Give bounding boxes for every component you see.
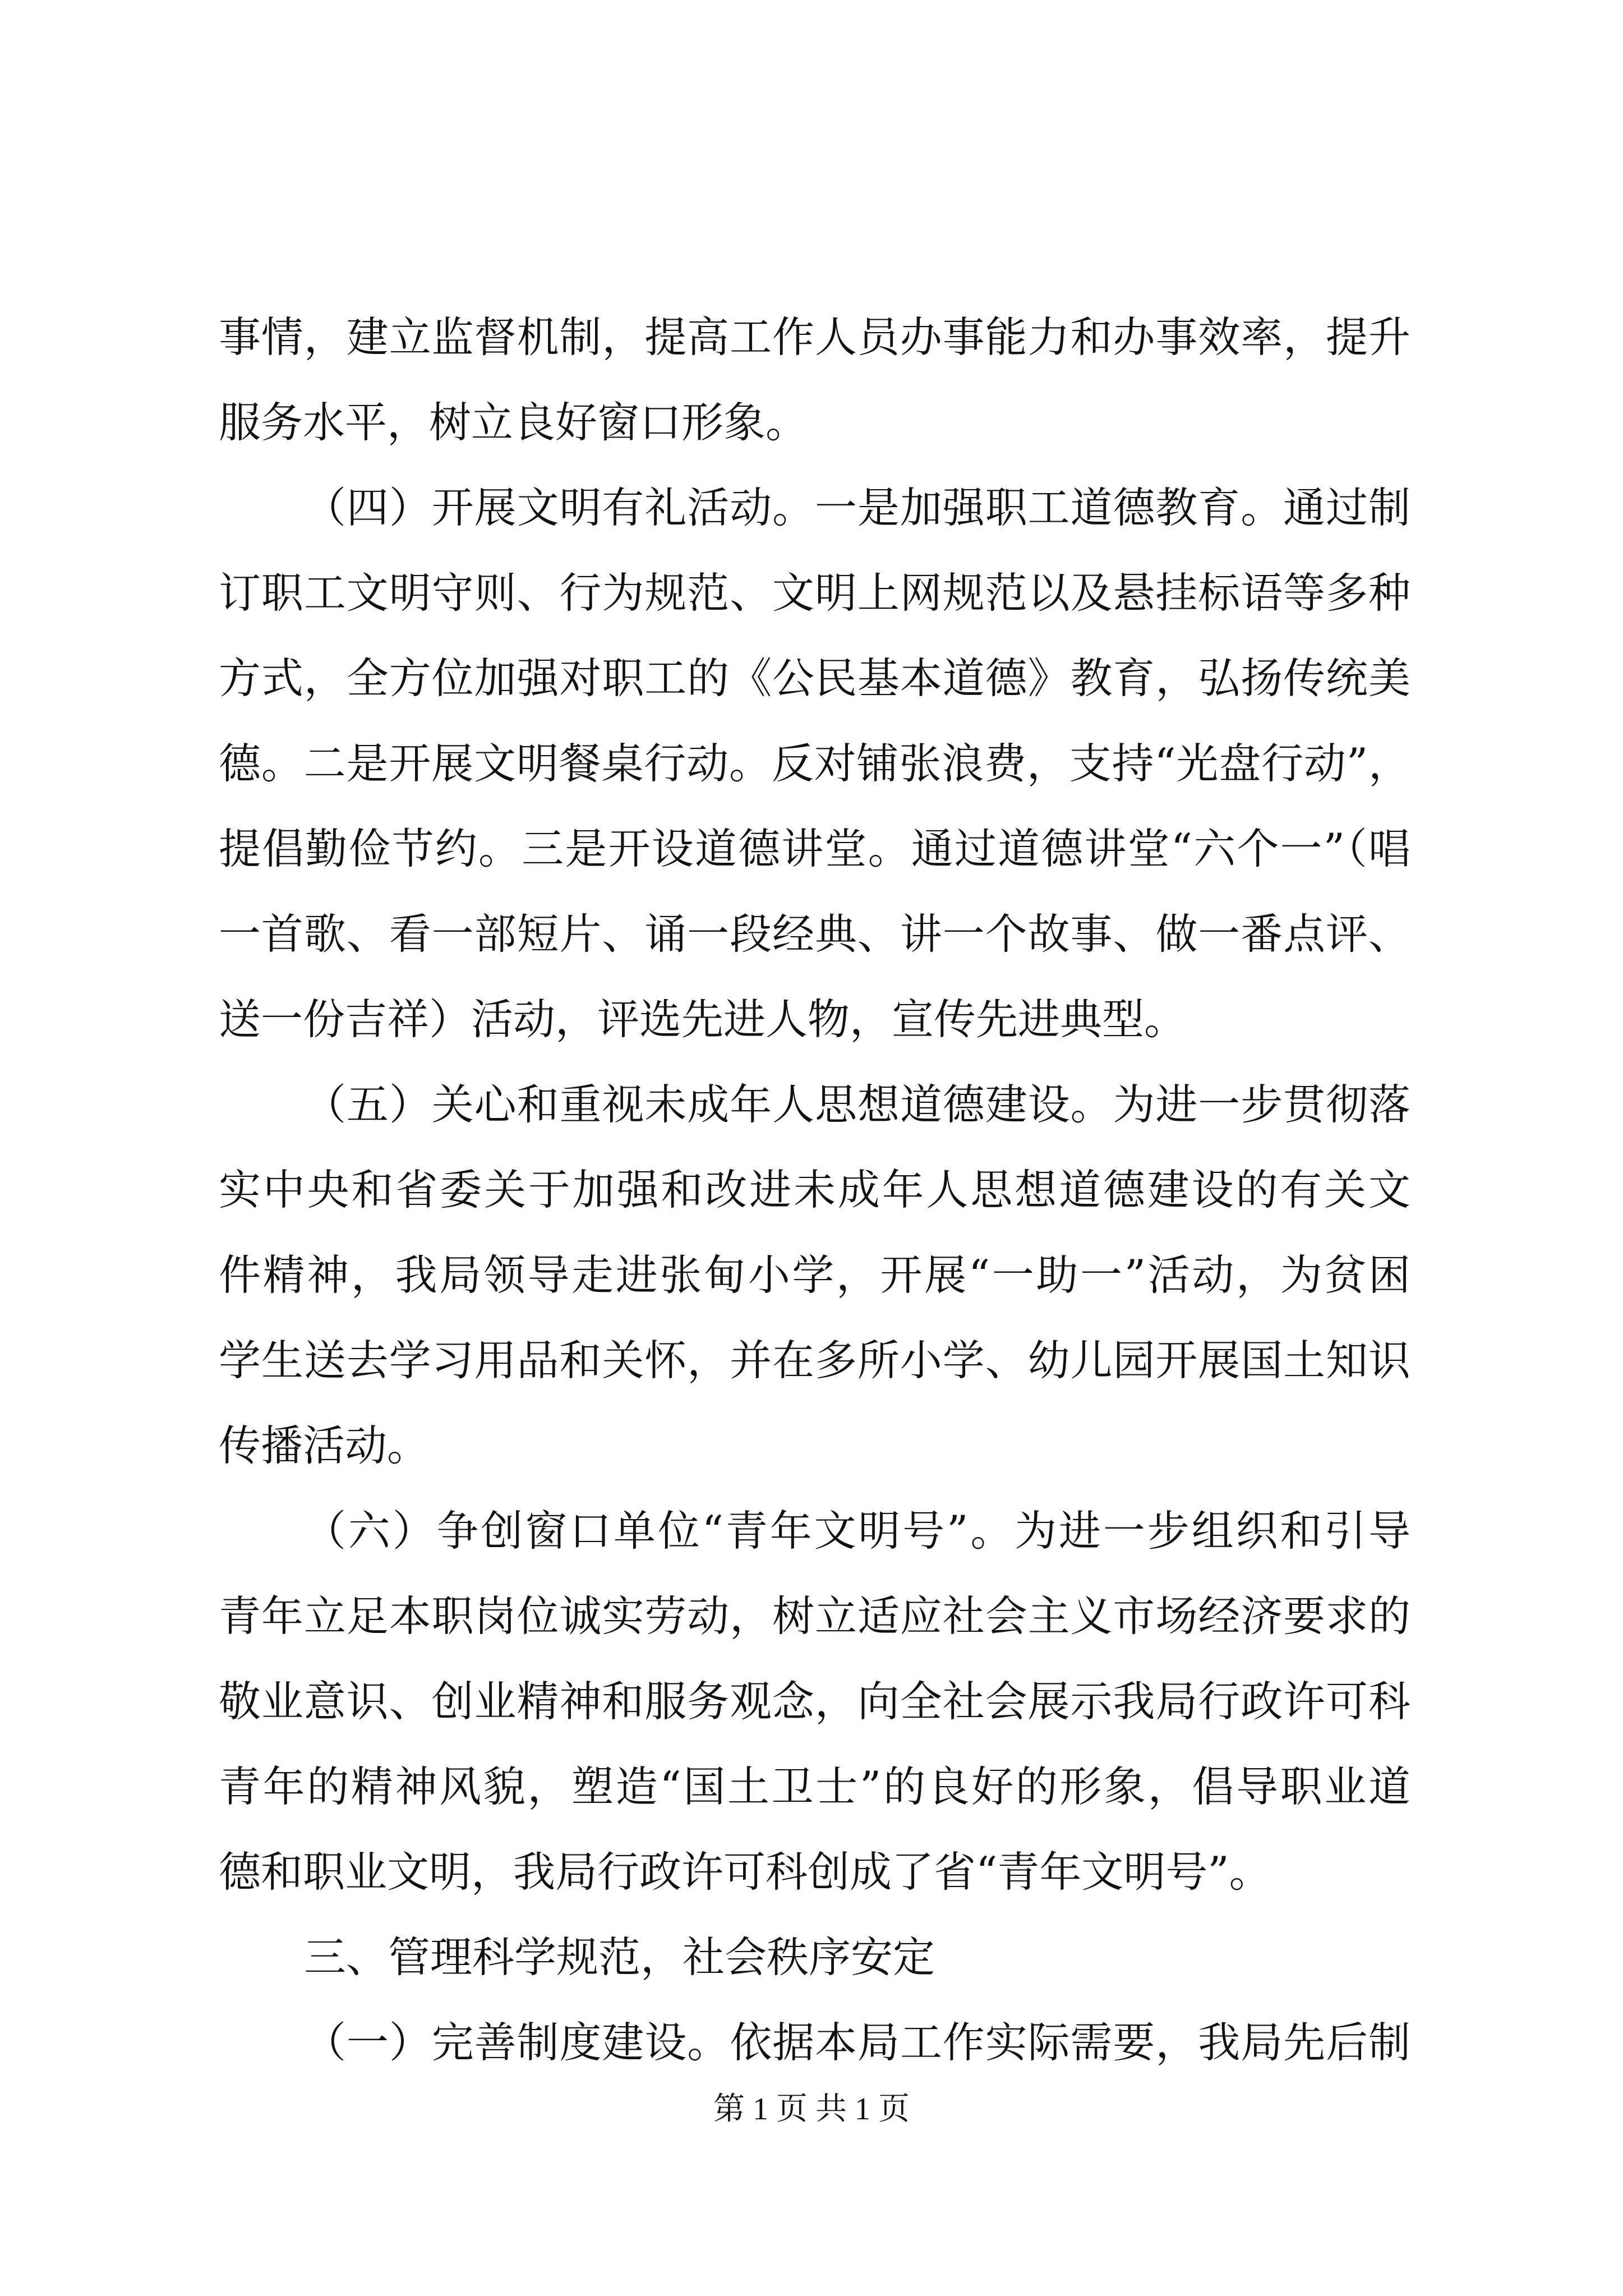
paragraph-start-line: （一）完善制度建设。依据本局工作实际需要，我局先后制 — [304, 2018, 1410, 2067]
text-line: 提倡勤俭节约。三是开设道德讲堂。通过道德讲堂“六个一”（唱 — [219, 824, 1410, 873]
text-line: 一首歌、看一部短片、诵一段经典、讲一个故事、做一番点评、 — [219, 909, 1410, 959]
text-line: 事情，建立监督机制，提高工作人员办事能力和办事效率，提升 — [219, 312, 1410, 362]
paragraph-start-line: （五）关心和重视未成年人思想道德建设。为进一步贯彻落 — [304, 1080, 1410, 1129]
text-line: 件精神，我局领导走进张甸小学，开展“一助一”活动，为贫困 — [219, 1250, 1410, 1300]
section-heading: 三、管理科学规范，社会秩序安定 — [304, 1932, 935, 1982]
text-line: 学生送去学习用品和关怀，并在多所小学、幼儿园开展国土知识 — [219, 1336, 1410, 1385]
text-line: 敬业意识、创业精神和服务观念，向全社会展示我局行政许可科 — [219, 1677, 1410, 1726]
text-line: 德。二是开展文明餐桌行动。反对铺张浪费，支持“光盘行动”， — [219, 739, 1410, 788]
text-line: 送一份吉祥）活动，评选先进人物，宣传先进典型。 — [219, 995, 1187, 1044]
paragraph-start-line: （四）开展文明有礼活动。一是加强职工道德教育。通过制 — [304, 483, 1410, 532]
text-line: 青年立足本职岗位诚实劳动，树立适应社会主义市场经济要求的 — [219, 1591, 1410, 1641]
page-number-footer: 第 1 页 共 1 页 — [713, 2092, 910, 2127]
text-line: 青年的精神风貌，塑造“国土卫士”的良好的形象，倡导职业道 — [219, 1762, 1410, 1811]
document-body — [219, 295, 1410, 2085]
text-line: 订职工文明守则、行为规范、文明上网规范以及悬挂标语等多种 — [219, 568, 1410, 618]
text-line: 实中央和省委关于加强和改进未成年人思想道德建设的有关文 — [219, 1165, 1410, 1214]
text-line: 服务水平，树立良好窗口形象。 — [219, 398, 808, 447]
text-line: 德和职业文明，我局行政许可科创成了省“青年文明号”。 — [219, 1847, 1271, 1897]
paragraph-start-line: （六）争创窗口单位“青年文明号”。为进一步组织和引导 — [304, 1506, 1410, 1556]
text-line: 传播活动。 — [219, 1421, 430, 1470]
text-line: 方式，全方位加强对职工的《公民基本道德》教育，弘扬传统美 — [219, 654, 1410, 703]
